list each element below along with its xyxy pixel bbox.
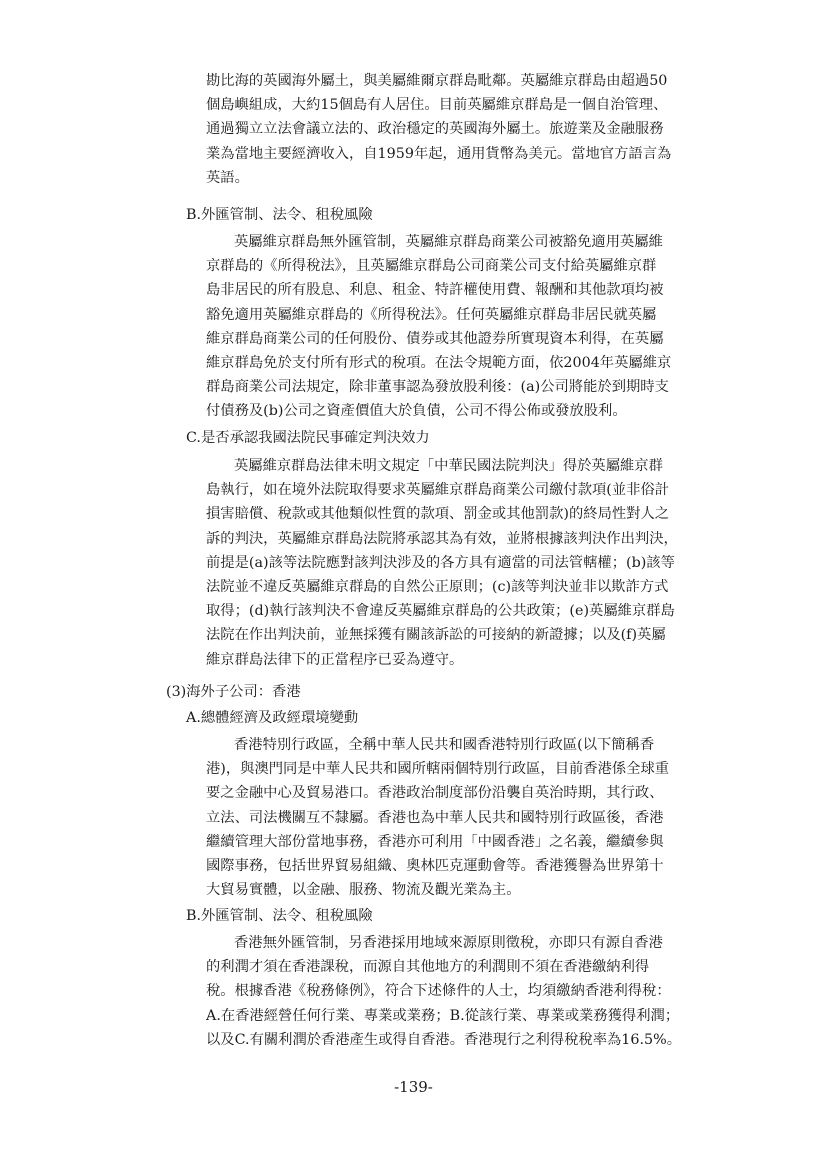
text-line: 維京群島法律下的正當程序已妥為遵守。 bbox=[206, 651, 464, 668]
section-heading-c-bvi: C.是否承認我國法院民事確定判決效力 bbox=[186, 430, 430, 446]
text-line: 法院並不違反英屬維京群島的自然公正原則；(c)該等判決並非以欺詐方式 bbox=[206, 578, 669, 595]
paragraph-hk-overview bbox=[206, 733, 752, 902]
text-line: 稅。根據香港《稅務條例》，符合下述條件的人士，均須繳納香港利得稅： bbox=[206, 983, 671, 1000]
text-line: 訴的判決，英屬維京群島法院將承認其為有效，並將根據該判決作出判決， bbox=[206, 530, 678, 547]
text-line: 京群島的《所得稅法》，且英屬維京群島公司商業公司支付給英屬維京群 bbox=[206, 258, 657, 275]
text-line: 以及C.有關利潤於香港產生或得自香港。香港現行之利得稅稅率為16.5%。 bbox=[206, 1031, 681, 1048]
text-line: 香港無外匯管制，另香港採用地域來源原則徵稅，亦即只有源自香港 bbox=[234, 935, 663, 951]
text-line: 港)，與澳門同是中華人民共和國所轄兩個特別行政區，目前香港係全球重 bbox=[206, 761, 670, 778]
text-line: 繼續管理大部份當地事務，香港亦可利用「中國香港」之名義，繼續參與 bbox=[206, 833, 664, 850]
text-line: 群島商業公司法規定，除非董事認為發放股利後：(a)公司將能於到期時支 bbox=[206, 379, 669, 396]
text-line: 維京群島商業公司的任何股份、債券或其他證券所實現資本利得，在英屬 bbox=[206, 330, 664, 347]
paragraph-bvi-forex-tax bbox=[206, 230, 752, 424]
section-heading-hk-subsidiary: (3)海外子公司：香港 bbox=[166, 684, 301, 700]
text-line: 國際事務，包括世界貿易組織、奧林匹克運動會等。香港獲譽為世界第十 bbox=[206, 857, 664, 874]
section-heading-b-hk: B.外匯管制、法令、租稅風險 bbox=[186, 908, 373, 924]
text-line: 的利潤才須在香港課稅，而源自其他地方的利潤則不須在香港繳納利得 bbox=[206, 959, 650, 976]
text-line: 法院在作出判決前，並無採獲有關該訴訟的可接納的新證據；以及(f)英屬 bbox=[206, 627, 666, 644]
text-line: 英屬維京群島法律未明文規定「中華民國法院判決」得於英屬維京群 bbox=[234, 458, 663, 474]
text-line: 個島嶼組成，大約15個島有人居住。目前英屬維京群島是一個自治管理、 bbox=[206, 97, 668, 114]
text-line: 付債務及(b)公司之資產價值大於負債，公司不得公佈或發放股利。 bbox=[206, 403, 627, 420]
text-line: 通過獨立立法會議立法的、政治穩定的英國海外屬土。旅遊業及金融服務 bbox=[206, 121, 664, 138]
section-heading-b-bvi: B.外匯管制、法令、租稅風險 bbox=[186, 207, 373, 223]
text-line: 損害賠償、稅款或其他類似性質的款項、罰金或其他罰款)的終局性對人之 bbox=[206, 506, 670, 523]
text-line: 島非居民的所有股息、利息、租金、特許權使用費、報酬和其他款項均被 bbox=[206, 282, 664, 299]
paragraph-bvi-judgment bbox=[206, 454, 752, 672]
text-line: 業為當地主要經濟收入，自1959年起，通用貨幣為美元。當地官方語言為 bbox=[206, 145, 672, 162]
page-number: -139- bbox=[394, 1078, 433, 1096]
text-line: 前提是(a)該等法院應對該判決涉及的各方具有適當的司法管轄權；(b)該等 bbox=[206, 554, 675, 571]
paragraph-bvi-overview bbox=[206, 69, 752, 190]
text-line: 要之金融中心及貿易港口。香港政治制度部份沿襲自英治時期，其行政、 bbox=[206, 785, 664, 802]
text-line: 勘比海的英國海外屬土，與美屬維爾京群島毗鄰。英屬維京群島由超過50 bbox=[206, 73, 668, 89]
text-line: 維京群島免於支付所有形式的稅項。在法令規範方面，依2004年英屬維京 bbox=[206, 354, 672, 371]
text-line: 香港特別行政區，全稱中華人民共和國香港特別行政區(以下簡稱香 bbox=[234, 737, 655, 753]
paragraph-hk-forex-tax bbox=[206, 931, 752, 1052]
text-line: 豁免適用英屬維京群島的《所得稅法》。任何英屬維京群島非居民就英屬 bbox=[206, 306, 657, 323]
section-heading-a-hk: A.總體經濟及政經環境變動 bbox=[186, 710, 359, 726]
text-line: 島執行，如在境外法院取得要求英屬維京群島商業公司繳付款項(並非俗計 bbox=[206, 482, 670, 499]
text-line: 取得；(d)執行該判決不會違反英屬維京群島的公共政策；(e)英屬維京群島 bbox=[206, 603, 675, 620]
text-line: 立法、司法機關互不隸屬。香港也為中華人民共和國特別行政區後，香港 bbox=[206, 809, 664, 826]
text-line: 大貿易實體，以金融、服務、物流及觀光業為主。 bbox=[206, 882, 521, 899]
text-line: A.在香港經營任何行業、專業或業務；B.從該行業、專業或業務獲得利潤； bbox=[206, 1007, 680, 1024]
text-line: 英屬維京群島無外匯管制，英屬維京群島商業公司被豁免適用英屬維 bbox=[234, 234, 663, 250]
text-line: 英語。 bbox=[206, 169, 249, 186]
